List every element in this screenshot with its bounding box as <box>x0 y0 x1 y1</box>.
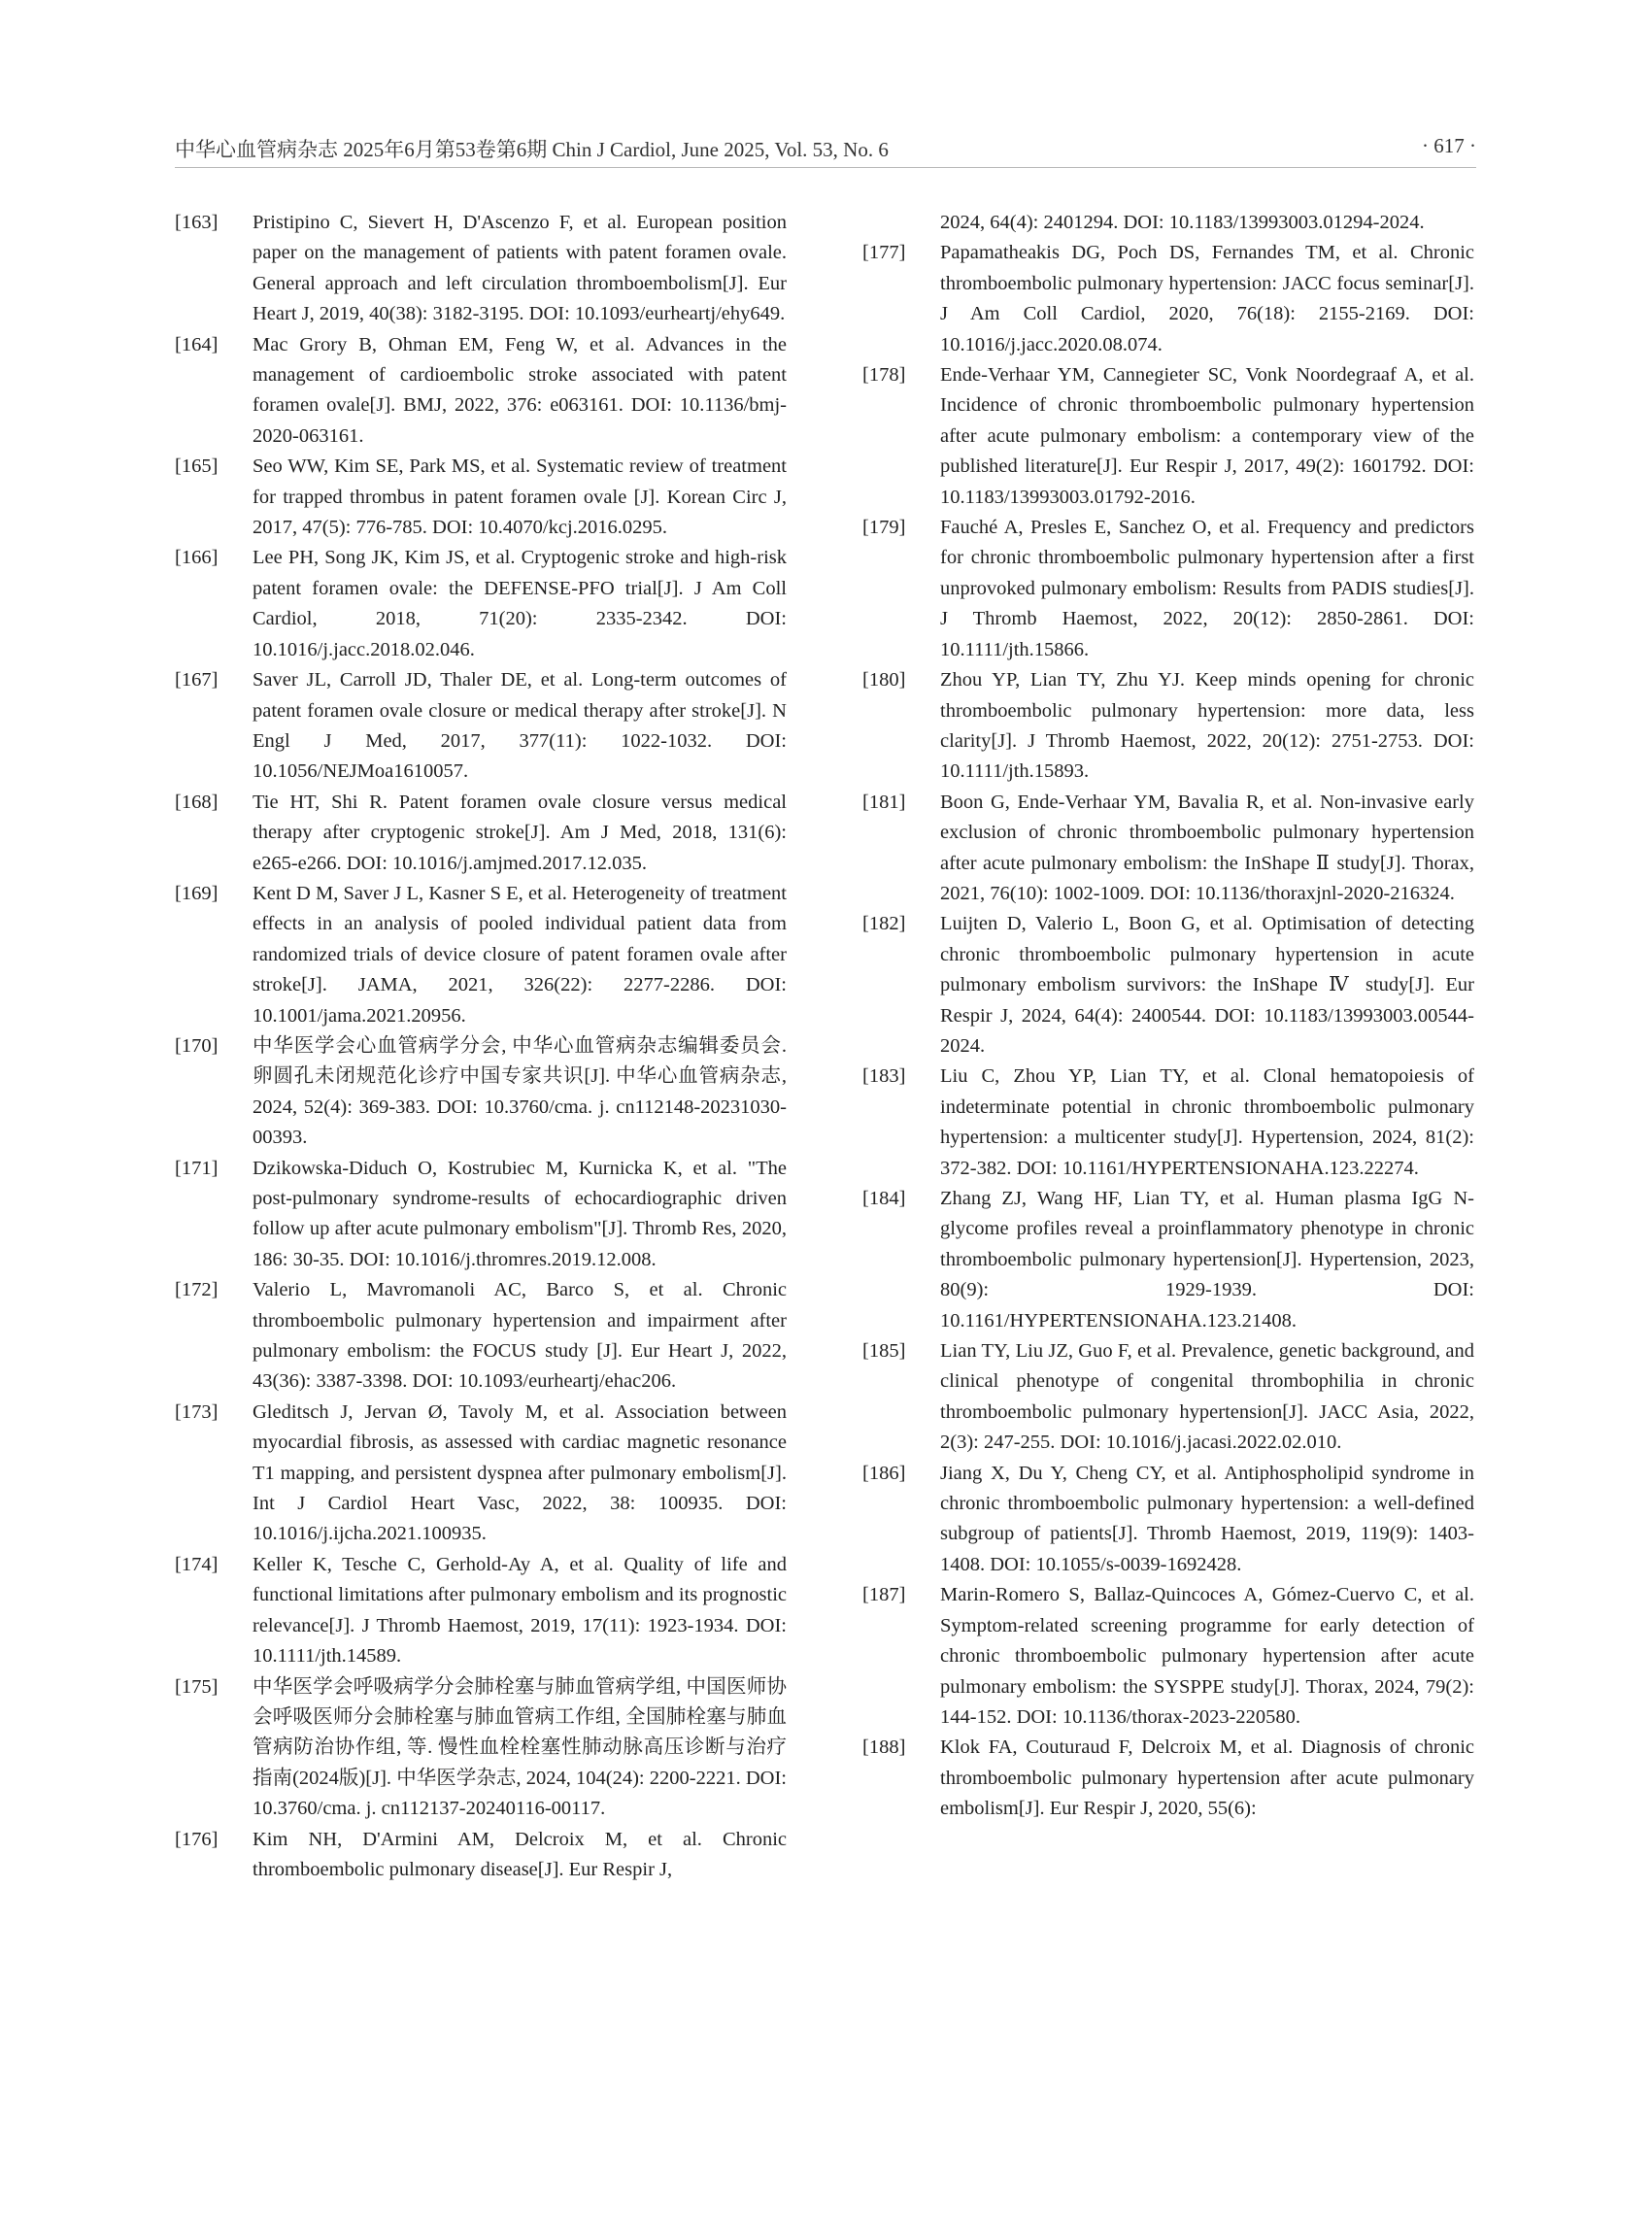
reference-number: [186] <box>862 1462 906 1484</box>
reference-item <box>862 788 1474 910</box>
reference-text: Lee PH, Song JK, Kim JS, et al. Cryptogenic stroke and high-risk patent foramen ovale: the DEFENSE-PFO trial[J]. J Am Coll Cardiol, 2018, 71(20): 2335-2342. DOI: 10.1016/j.jacc.2018.02.046. <box>253 547 787 660</box>
reference-text: Marin-Romero S, Ballaz-Quincoces A, Gómez-Cuervo C, et al. Symptom-related screening programme for early detection of chronic thromboembolic pulmonary hypertension after acute pulmonary embolism: the SYSPPE study[J]. Thorax, 2024, 79(2): 144-152. DOI: 10.1136/thorax-2023-220580. <box>940 1584 1474 1728</box>
reference-number: [188] <box>862 1736 906 1759</box>
reference-text: Saver JL, Carroll JD, Thaler DE, et al. Long-term outcomes of patent foramen ovale closure or medical therapy after stroke[J]. N Engl J Med, 2017, 377(11): 1022-1032. DOI: 10.1056/NEJMoa1610057. <box>253 669 787 783</box>
reference-item <box>862 238 1474 360</box>
reference-text: Zhou YP, Lian TY, Zhu YJ. Keep minds opening for chronic thromboembolic pulmonary hypertension: more data, less clarity[J]. J Thromb Haemost, 2022, 20(12): 2751-2753. DOI: 10.1111/jth.15893. <box>940 669 1474 783</box>
reference-number: [163] <box>175 212 219 233</box>
reference-item <box>175 1398 787 1550</box>
reference-number: [175] <box>175 1675 219 1698</box>
reference-number: [184] <box>862 1188 906 1209</box>
reference-item <box>862 1733 1474 1824</box>
reference-number: [177] <box>862 242 906 264</box>
reference-text: Klok FA, Couturaud F, Delcroix M, et al. Diagnosis of chronic thromboembolic pulmonary hypertension after acute pulmonary embolism[J]. Eur Respir J, 2020, 55(6): <box>940 1736 1474 1820</box>
reference-number: [179] <box>862 517 906 539</box>
page-number: · 617 · <box>1422 134 1476 157</box>
reference-item <box>862 665 1474 788</box>
reference-text: Fauché A, Presles E, Sanchez O, et al. Frequency and predictors for chronic thromboembolic pulmonary hypertension after a first unprovoked pulmonary embolism: Results from PADIS studies[J]. J Thromb Haemost, 2022, 20(12): 2850-2861. DOI: 10.1111/jth.15866. <box>940 517 1474 660</box>
reference-number: [174] <box>175 1553 219 1575</box>
reference-item <box>175 1275 787 1398</box>
reference-item <box>862 513 1474 665</box>
reference-number: [178] <box>862 364 906 387</box>
reference-number: [168] <box>175 791 219 813</box>
reference-text: Pristipino C, Sievert H, D'Ascenzo F, et al. European position paper on the management of patients with patent foramen ovale. General approach and left circulation thromboembolism[J]. Eur Heart J, 2019, 40(38): 3182-3195. DOI: 10.1093/eurheartj/ehy649. <box>253 212 787 325</box>
reference-item <box>175 1031 787 1154</box>
reference-text: Boon G, Ende-Verhaar YM, Bavalia R, et al. Non-invasive early exclusion of chronic thromboembolic pulmonary hypertension after acute pulmonary embolism: the InShape Ⅱ study[J]. Thorax, 2021, 76(10): 1002-1009. DOI: 10.1136/thoraxjnl-2020-216324. <box>940 791 1474 904</box>
reference-column-left <box>175 208 787 1885</box>
journal-citation-header: 中华心血管病杂志 2025年6月第53卷第6期 Chin J Cardiol, June 2025, Vol. 53, No. 6 <box>175 138 889 161</box>
reference-continuation: 2024, 64(4): 2401294. DOI: 10.1183/13993003.01294-2024. <box>940 212 1425 233</box>
reference-number: [170] <box>175 1034 219 1057</box>
reference-number: [185] <box>862 1340 906 1363</box>
reference-item <box>175 879 787 1031</box>
reference-number: [173] <box>175 1400 219 1423</box>
reference-text: Kim NH, D'Armini AM, Delcroix M, et al. Chronic thromboembolic pulmonary disease[J]. Eur Respir J, <box>253 1828 787 1880</box>
reference-item <box>862 1336 1474 1459</box>
reference-item <box>862 360 1474 513</box>
reference-item <box>175 208 787 330</box>
reference-item <box>175 665 787 788</box>
reference-number: [183] <box>862 1065 906 1088</box>
reference-item <box>175 1154 787 1276</box>
reference-text: Mac Grory B, Ohman EM, Feng W, et al. Advances in the management of cardioembolic stroke associated with patent foramen ovale[J]. BMJ, 2022, 376: e063161. DOI: 10.1136/bmj-2020-063161. <box>253 333 787 447</box>
reference-item <box>175 1825 787 1886</box>
reference-text: Jiang X, Du Y, Cheng CY, et al. Antiphospholipid syndrome in chronic thromboembolic pulmonary hypertension: a well-defined subgroup of patients[J]. Thromb Haemost, 2019, 119(9): 1403-1408. DOI: 10.1055/s-0039-1692428. <box>940 1462 1474 1575</box>
reference-text: Luijten D, Valerio L, Boon G, et al. Optimisation of detecting chronic thromboembolic pulmonary hypertension in acute pulmonary embolism survivors: the InShape Ⅳ study[J]. Eur Respir J, 2024, 64(4): 2400544. DOI: 10.1183/13993003.00544-2024. <box>940 913 1474 1057</box>
reference-number: [164] <box>175 333 219 355</box>
header-rule <box>175 167 1476 168</box>
reference-number: [169] <box>175 882 219 904</box>
reference-item <box>175 1672 787 1825</box>
reference-number: [166] <box>175 547 219 569</box>
reference-text: Ende-Verhaar YM, Cannegieter SC, Vonk Noordegraaf A, et al. Incidence of chronic thromboembolic pulmonary hypertension after acute pulmonary embolism: a contemporary view of the published literature[J]. Eur Respir J, 2017, 49(2): 1601792. DOI: 10.1183/13993003.01792-2016. <box>940 364 1474 508</box>
reference-item <box>175 1550 787 1672</box>
reference-text: Lian TY, Liu JZ, Guo F, et al. Prevalence, genetic background, and clinical phenotype of congenital thrombophilia in chronic thromboembolic pulmonary hypertension[J]. JACC Asia, 2022, 2(3): 247-255. DOI: 10.1016/j.jacasi.2022.02.010. <box>940 1340 1474 1454</box>
reference-item <box>862 909 1474 1062</box>
reference-text: Valerio L, Mavromanoli AC, Barco S, et al. Chronic thromboembolic pulmonary hypertension and impairment after pulmonary embolism: the FOCUS study [J]. Eur Heart J, 2022, 43(36): 3387-3398. DOI: 10.1093/eurheartj/ehac206. <box>253 1279 787 1393</box>
reference-text: Zhang ZJ, Wang HF, Lian TY, et al. Human plasma IgG N-glycome profiles reveal a proinflammatory phenotype in chronic thromboembolic pulmonary hypertension[J]. Hypertension, 2023, 80(9): 1929-1939. DOI: 10.1161/HYPERTENSIONAHA.123.21408. <box>940 1188 1474 1332</box>
reference-text: Papamatheakis DG, Poch DS, Fernandes TM, et al. Chronic thromboembolic pulmonary hypertension: JACC focus seminar[J]. J Am Coll Cardiol, 2020, 76(18): 2155-2169. DOI: 10.1016/j.jacc.2020.08.074. <box>940 242 1474 355</box>
reference-number: [176] <box>175 1828 219 1850</box>
reference-item <box>862 1580 1474 1733</box>
reference-text: 中华医学会呼吸病学分会肺栓塞与肺血管病学组, 中国医师协会呼吸医师分会肺栓塞与肺血管病工作组, 全国肺栓塞与肺血管病防治协作组, 等. 慢性血栓栓塞性肺动脉高压诊断与治疗指南(2024版)[J]. 中华医学杂志, 2024, 104(24): 2200-2221. DOI: 10.3760/cma. j. cn112137-20240116-00117. <box>253 1675 787 1820</box>
reference-text: Gleditsch J, Jervan Ø, Tavoly M, et al. Association between myocardial fibrosis, as assessed with cardiac magnetic resonance T1 mapping, and persistent dyspnea after pulmonary embolism[J]. Int J Cardiol Heart Vasc, 2022, 38: 100935. DOI: 10.1016/j.ijcha.2021.100935. <box>253 1400 787 1545</box>
reference-number: [187] <box>862 1584 906 1606</box>
reference-column-right <box>862 208 1474 1825</box>
reference-item <box>175 330 787 453</box>
reference-item <box>175 452 787 543</box>
reference-text: Keller K, Tesche C, Gerhold-Ay A, et al. Quality of life and functional limitations after pulmonary embolism and its prognostic relevance[J]. J Thromb Haemost, 2019, 17(11): 1923-1934. DOI: 10.1111/jth.14589. <box>253 1553 787 1668</box>
reference-number: [171] <box>175 1157 219 1179</box>
reference-text: Seo WW, Kim SE, Park MS, et al. Systematic review of treatment for trapped thrombus in patent foramen ovale [J]. Korean Circ J, 2017, 47(5): 776-785. DOI: 10.4070/kcj.2016.0295. <box>253 455 787 539</box>
reference-number: [167] <box>175 669 219 691</box>
reference-number: [180] <box>862 669 906 691</box>
reference-text: 中华医学会心血管病学分会, 中华心血管病杂志编辑委员会. 卵圆孔未闭规范化诊疗中国专家共识[J]. 中华心血管病杂志, 2024, 52(4): 369-383. DOI: 10.3760/cma. j. cn112148-20231030-00393. <box>253 1034 787 1149</box>
reference-text: Tie HT, Shi R. Patent foramen ovale closure versus medical therapy after cryptogenic stroke[J]. Am J Med, 2018, 131(6): e265-e266. DOI: 10.1016/j.amjmed.2017.12.035. <box>253 791 787 874</box>
reference-number: [182] <box>862 913 906 935</box>
reference-item <box>862 1459 1474 1581</box>
reference-item <box>862 1184 1474 1336</box>
reference-item <box>175 788 787 879</box>
reference-item <box>862 1062 1474 1184</box>
reference-text: Dzikowska-Diduch O, Kostrubiec M, Kurnicka K, et al. "The post-pulmonary syndrome-results of echocardiographic driven follow up after acute pulmonary embolism"[J]. Thromb Res, 2020, 186: 30-35. DOI: 10.1016/j.thromres.2019.12.008. <box>253 1157 787 1270</box>
reference-text: Kent D M, Saver J L, Kasner S E, et al. Heterogeneity of treatment effects in an analysis of pooled individual patient data from randomized trials of device closure of patent foramen ovale after stroke[J]. JAMA, 2021, 326(22): 2277-2286. DOI: 10.1001/jama.2021.20956. <box>253 882 787 1027</box>
reference-text: Liu C, Zhou YP, Lian TY, et al. Clonal hematopoiesis of indeterminate potential in chronic thromboembolic pulmonary hypertension: a multicenter study[J]. Hypertension, 2024, 81(2): 372-382. DOI: 10.1161/HYPERTENSIONAHA.123.22274. <box>940 1065 1474 1179</box>
reference-number: [181] <box>862 791 906 813</box>
reference-item <box>175 543 787 665</box>
reference-number: [165] <box>175 455 219 478</box>
reference-list-right <box>862 238 1474 1824</box>
reference-number: [172] <box>175 1279 219 1301</box>
